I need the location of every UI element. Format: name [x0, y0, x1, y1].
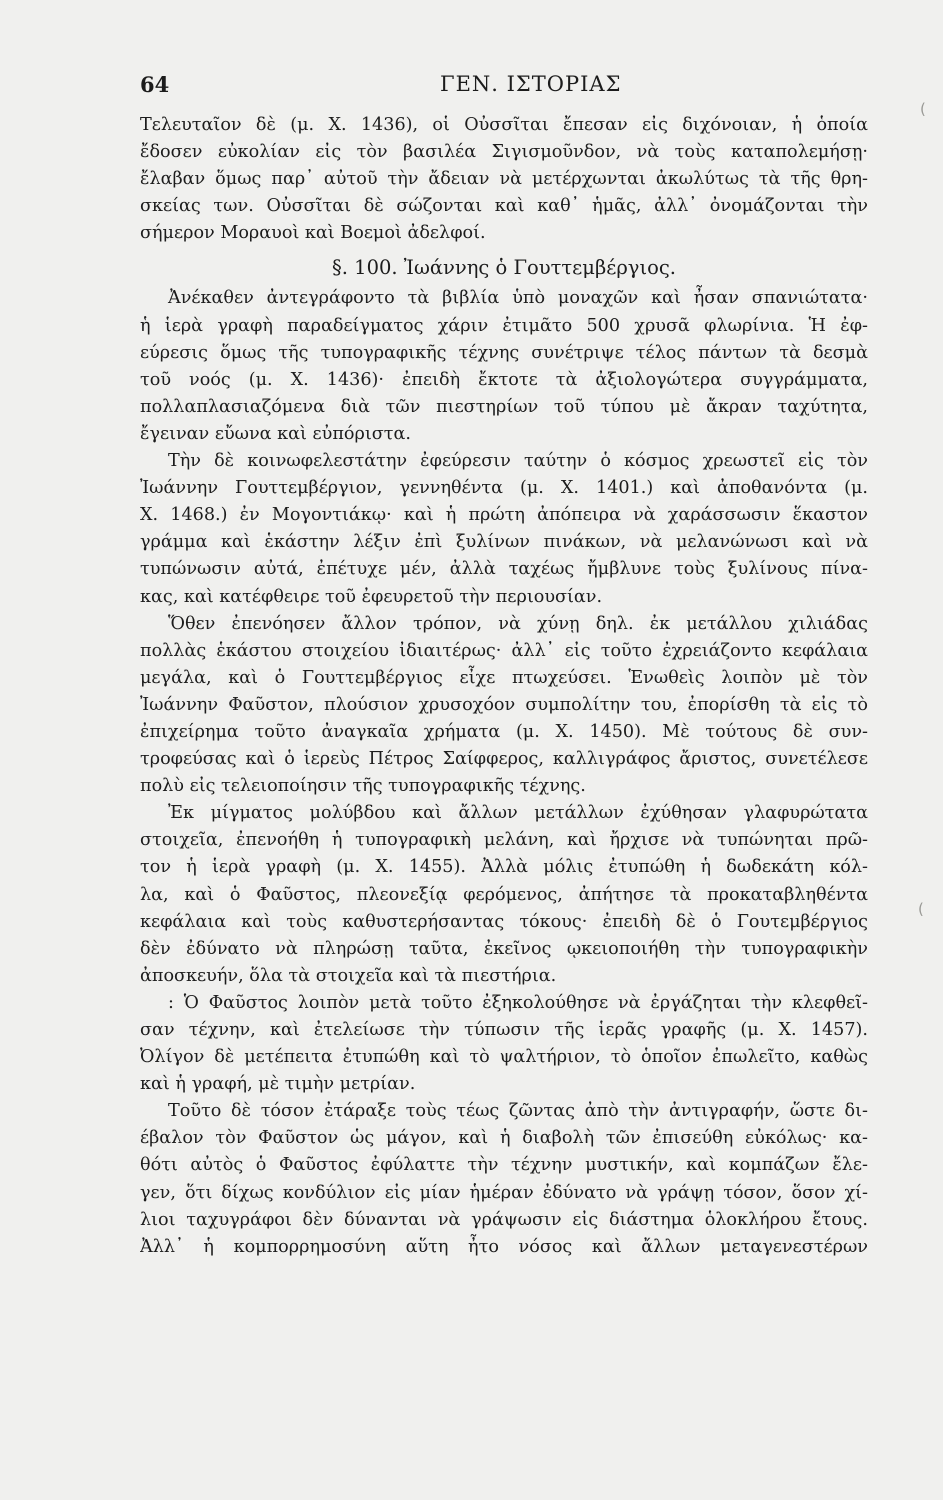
page-body: [140, 112, 868, 1261]
text-line: Ἰωάννην Φαῦστον, πλούσιον χρυσοχόον συμπολίτην του, ἐπορίσθη τὰ εἰς τὸ: [140, 694, 868, 715]
text-line: σκείας των. Οὐσσῖται δὲ σώζονται καὶ καθ᾽ ἡμᾶς, ἀλλ᾽ ὀνομάζονται τὴν: [140, 196, 868, 217]
text-line: ἔλαβαν ὅμως παρ᾽ αὐτοῦ τὴν ἄδειαν νὰ μετέρχωνται ἀκωλύτως τὰ τῆς θρη-: [140, 169, 868, 190]
text-line: τροφεύσας καὶ ὁ ἱερεὺς Πέτρος Σαίφφερος, καλλιγράφος ἄριστος, συνετέλεσε: [140, 749, 868, 770]
text-line: τον ἡ ἱερὰ γραφὴ (μ. Χ. 1455). Ἀλλὰ μόλις ἐτυπώθη ἡ δωδεκάτη κόλ-: [140, 857, 868, 878]
text-line: πολὺ εἰς τελειοποίησιν τῆς τυπογραφικῆς τέχνης.: [140, 776, 586, 797]
section-heading: §. 100. Ἰωάννης ὁ Γουττεμβέργιος.: [332, 256, 676, 280]
text-line: Ὀλίγον δὲ μετέπειτα ἐτυπώθη καὶ τὸ ψαλτήριον, τὸ ὁποῖον ἐπωλεῖτο, καθὼς: [140, 1047, 868, 1068]
text-line: ἀποσκευήν, ὅλα τὰ στοιχεῖα καὶ τὰ πιεστήρια.: [140, 965, 557, 986]
text-line: Τελευταῖον δὲ (μ. Χ. 1436), οἱ Οὐσσῖται ἔπεσαν εἰς διχόνοιαν, ἡ ὁποία: [140, 115, 868, 135]
text-line: Ἀλλ᾽ ἡ κομπορρημοσύνη αὕτη ἦτο νόσος καὶ ἄλλων μεταγενεστέρων: [140, 1236, 868, 1257]
text-line: ἐπιχείρημα τοῦτο ἀναγκαῖα χρήματα (μ. Χ. 1450). Μὲ τούτους δὲ συν-: [140, 721, 868, 742]
text-line: εύρεσις ὅμως τῆς τυπογραφικῆς τέχνης συνέτριψε τέλος πάντων τὰ δεσμὰ: [140, 342, 868, 363]
text-line: πολλαπλασιαζόμενα διὰ τῶν πιεστηρίων τοῦ τύπου μὲ ἄκραν ταχύτητα,: [140, 396, 868, 417]
margin-mark: (: [920, 100, 926, 118]
page-header: [140, 72, 870, 102]
text-line: Ὅθεν ἐπενόησεν ἄλλον τρόπον, νὰ χύνῃ δηλ. ἐκ μετάλλου χιλιάδας: [168, 613, 868, 634]
text-line: καὶ ἡ γραφή, μὲ τιμὴν μετρίαν.: [140, 1074, 416, 1095]
text-line: ἔγειναν εὔωνα καὶ εὐπόριστα.: [140, 423, 411, 444]
text-line: κεφάλαια καὶ τοὺς καθυστερήσαντας τόκους· ἐπειδὴ δὲ ὁ Γουτεμβέργιος: [140, 911, 868, 932]
text-line: στοιχεῖα, ἐπενοήθη ἡ τυπογραφικὴ μελάνη, καὶ ἤρχισε νὰ τυπώνηται πρῶ-: [140, 830, 868, 851]
text-line: γεν, ὅτι δίχως κονδύλιον εἰς μίαν ἡμέραν ἐδύνατο νὰ γράψῃ τόσον, ὅσον χί-: [140, 1182, 868, 1203]
text-line: Χ. 1468.) ἐν Μογοντιάκῳ· καὶ ἡ πρώτη ἀπόπειρα νὰ χαράσσωσιν ἕκαστον: [140, 505, 868, 526]
text-line: Τὴν δὲ κοινωφελεστάτην ἐφεύρεσιν ταύτην ὁ κόσμος χρεωστεῖ εἰς τὸν: [168, 451, 868, 472]
text-line: θότι αὐτὸς ὁ Φαῦστος ἐφύλαττε τὴν τέχνην μυστικήν, καὶ κομπάζων ἔλε-: [140, 1155, 868, 1176]
text-line: σήμερον Μοραυοὶ καὶ Βοεμοὶ ἀδελφοί.: [140, 223, 486, 244]
text-line: δὲν ἐδύνατο νὰ πληρώσῃ ταῦτα, ἐκεῖνος ῳκειοποιήθη τὴν τυπογραφικὴν: [140, 938, 868, 959]
text-line: σαν τέχνην, καὶ ἐτελείωσε τὴν τύπωσιν τῆς ἱερᾶς γραφῆς (μ. Χ. 1457).: [140, 1020, 868, 1040]
text-line: Ἐκ μίγματος μολύβδου καὶ ἄλλων μετάλλων ἐχύθησαν γλαφυρώτατα: [168, 803, 868, 824]
text-line: ἔδοσεν εὐκολίαν εἰς τὸν βασιλέα Σιγισμοῦνδον, νὰ τοὺς καταπολεμήσῃ·: [140, 142, 868, 163]
text-line: ἡ ἱερὰ γραφὴ παραδείγματος χάριν ἐτιμᾶτο 500 χρυσᾶ φλωρίνια. Ἡ ἐφ-: [140, 315, 868, 336]
text-line: έβαλον τὸν Φαῦστον ὡς μάγον, καὶ ἡ διαβολὴ τῶν ἐπισεύθη εὐκόλως· κα-: [140, 1128, 868, 1149]
text-line: τυπώνωσιν αὐτά, ἐπέτυχε μέν, ἀλλὰ ταχέως ἤμβλυνε τοὺς ξυλίνους πίνα-: [140, 559, 868, 580]
margin-mark: (: [918, 900, 924, 918]
text-line: κας, καὶ κατέφθειρε τοῦ ἐφευρετοῦ τὴν περιουσίαν.: [140, 586, 603, 607]
text-line: : Ὁ Φαῦστος λοιπὸν μετὰ τοῦτο ἐξηκολούθησε νὰ ἐργάζηται τὴν κλεφθεῖ-: [168, 992, 868, 1013]
page-number: 64: [140, 72, 170, 97]
text-line: Ἀνέκαθεν ἀντεγράφοντο τὰ βιβλία ὑπὸ μοναχῶν καὶ ἦσαν σπανιώτατα·: [168, 288, 868, 309]
text-line: μεγάλα, καὶ ὁ Γουττεμβέργιος εἶχε πτωχεύσει. Ἑνωθεὶς λοιπὸν μὲ τὸν: [140, 667, 868, 688]
running-title: ΓΕΝ. ΙΣΤΟΡΙΑΣ: [440, 72, 622, 96]
text-line: λιοι ταχυγράφοι δὲν δύνανται νὰ γράψωσιν εἰς διάστημα ὁλοκλήρου ἔτους.: [140, 1209, 868, 1230]
text-line: Τοῦτο δὲ τόσον ἐτάραξε τοὺς τέως ζῶντας ἀπὸ τὴν ἀντιγραφήν, ὥστε δι-: [168, 1101, 868, 1122]
text-line: τοῦ νοός (μ. Χ. 1436)· ἐπειδὴ ἔκτοτε τὰ ἀξιολογώτερα συγγράμματα,: [140, 369, 868, 390]
text-line: Ἰωάννην Γουττεμβέργιον, γεννηθέντα (μ. Χ. 1401.) καὶ ἀποθανόντα (μ.: [140, 478, 868, 499]
text-line: πολλὰς ἑκάστου στοιχείου ἰδιαιτέρως· ἀλλ᾽ εἰς τοῦτο ἐχρειάζοντο κεφάλαια: [140, 640, 868, 661]
text-line: λα, καὶ ὁ Φαῦστος, πλεονεξίᾳ φερόμενος, ἀπήτησε τὰ προκαταβληθέντα: [140, 884, 868, 905]
text-line: γράμμα καὶ ἑκάστην λέξιν ἐπὶ ξυλίνων πινάκων, νὰ μελανώνωσι καὶ νὰ: [140, 532, 868, 553]
